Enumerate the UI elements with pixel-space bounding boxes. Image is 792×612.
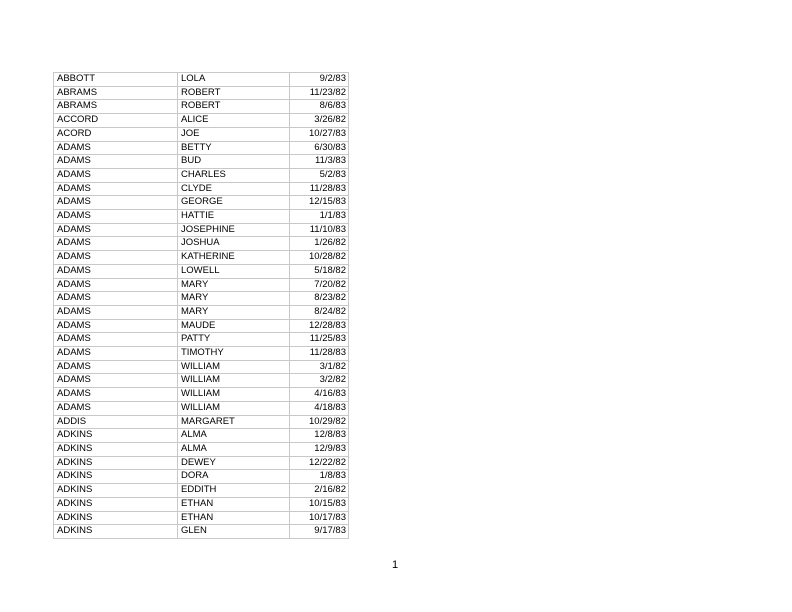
date-cell: 11/28/83	[290, 182, 349, 196]
last-name-cell: ADKINS	[54, 456, 178, 470]
first-name-cell: LOLA	[178, 73, 290, 87]
last-name-cell: ADAMS	[54, 292, 178, 306]
date-cell: 11/3/83	[290, 155, 349, 169]
date-cell: 5/18/82	[290, 264, 349, 278]
last-name-cell: ADAMS	[54, 278, 178, 292]
date-cell: 8/24/82	[290, 305, 349, 319]
date-cell: 3/26/82	[290, 114, 349, 128]
last-name-cell: ADKINS	[54, 442, 178, 456]
date-cell: 8/23/82	[290, 292, 349, 306]
table-row	[54, 415, 349, 429]
table-row	[54, 237, 349, 251]
table-row	[54, 264, 349, 278]
last-name-cell: ADAMS	[54, 237, 178, 251]
date-cell: 11/28/83	[290, 347, 349, 361]
first-name-cell: DORA	[178, 470, 290, 484]
last-name-cell: ADAMS	[54, 141, 178, 155]
date-cell: 12/9/83	[290, 442, 349, 456]
first-name-cell: LOWELL	[178, 264, 290, 278]
date-cell: 12/28/83	[290, 319, 349, 333]
last-name-cell: ADAMS	[54, 264, 178, 278]
date-cell: 10/27/83	[290, 127, 349, 141]
first-name-cell: ROBERT	[178, 100, 290, 114]
table-row	[54, 114, 349, 128]
first-name-cell: ROBERT	[178, 86, 290, 100]
last-name-cell: ADKINS	[54, 511, 178, 525]
date-cell: 9/17/83	[290, 525, 349, 539]
first-name-cell: BUD	[178, 155, 290, 169]
first-name-cell: BETTY	[178, 141, 290, 155]
first-name-cell: KATHERINE	[178, 251, 290, 265]
first-name-cell: MARGARET	[178, 415, 290, 429]
date-cell: 11/25/83	[290, 333, 349, 347]
date-cell: 2/16/82	[290, 484, 349, 498]
last-name-cell: ADAMS	[54, 401, 178, 415]
first-name-cell: ALICE	[178, 114, 290, 128]
first-name-cell: TIMOTHY	[178, 347, 290, 361]
records-table	[53, 72, 349, 539]
first-name-cell: DEWEY	[178, 456, 290, 470]
last-name-cell: ADAMS	[54, 223, 178, 237]
first-name-cell: CLYDE	[178, 182, 290, 196]
table-row	[54, 497, 349, 511]
table-row	[54, 210, 349, 224]
first-name-cell: WILLIAM	[178, 388, 290, 402]
first-name-cell: ETHAN	[178, 511, 290, 525]
first-name-cell: MARY	[178, 278, 290, 292]
table-row	[54, 484, 349, 498]
first-name-cell: MAUDE	[178, 319, 290, 333]
date-cell: 11/10/83	[290, 223, 349, 237]
first-name-cell: JOE	[178, 127, 290, 141]
last-name-cell: ADAMS	[54, 333, 178, 347]
date-cell: 9/2/83	[290, 73, 349, 87]
date-cell: 12/8/83	[290, 429, 349, 443]
date-cell: 12/22/82	[290, 456, 349, 470]
last-name-cell: ADAMS	[54, 168, 178, 182]
first-name-cell: WILLIAM	[178, 360, 290, 374]
last-name-cell: ADAMS	[54, 319, 178, 333]
table-row	[54, 196, 349, 210]
last-name-cell: ADAMS	[54, 374, 178, 388]
table-row	[54, 511, 349, 525]
date-cell: 3/2/82	[290, 374, 349, 388]
date-cell: 12/15/83	[290, 196, 349, 210]
first-name-cell: WILLIAM	[178, 374, 290, 388]
date-cell: 4/18/83	[290, 401, 349, 415]
first-name-cell: HATTIE	[178, 210, 290, 224]
table-row	[54, 374, 349, 388]
date-cell: 10/17/83	[290, 511, 349, 525]
table-row	[54, 86, 349, 100]
last-name-cell: ADAMS	[54, 305, 178, 319]
date-cell: 7/20/82	[290, 278, 349, 292]
last-name-cell: ACCORD	[54, 114, 178, 128]
table-row	[54, 470, 349, 484]
date-cell: 3/1/82	[290, 360, 349, 374]
last-name-cell: ADDIS	[54, 415, 178, 429]
page-number: 1	[391, 559, 399, 571]
table-row	[54, 168, 349, 182]
table-row	[54, 292, 349, 306]
table-row	[54, 319, 349, 333]
table-row	[54, 388, 349, 402]
table-row	[54, 141, 349, 155]
date-cell: 10/15/83	[290, 497, 349, 511]
table-row	[54, 182, 349, 196]
first-name-cell: PATTY	[178, 333, 290, 347]
last-name-cell: ADKINS	[54, 497, 178, 511]
last-name-cell: ABRAMS	[54, 86, 178, 100]
date-cell: 10/28/82	[290, 251, 349, 265]
last-name-cell: ADAMS	[54, 360, 178, 374]
date-cell: 1/26/82	[290, 237, 349, 251]
first-name-cell: GLEN	[178, 525, 290, 539]
first-name-cell: GEORGE	[178, 196, 290, 210]
date-cell: 1/1/83	[290, 210, 349, 224]
last-name-cell: ABRAMS	[54, 100, 178, 114]
table-row	[54, 127, 349, 141]
date-cell: 5/2/83	[290, 168, 349, 182]
first-name-cell: WILLIAM	[178, 401, 290, 415]
last-name-cell: ADAMS	[54, 251, 178, 265]
last-name-cell: ADAMS	[54, 182, 178, 196]
last-name-cell: ADKINS	[54, 470, 178, 484]
date-cell: 8/6/83	[290, 100, 349, 114]
table-row	[54, 100, 349, 114]
last-name-cell: ACORD	[54, 127, 178, 141]
date-cell: 10/29/82	[290, 415, 349, 429]
table-row	[54, 333, 349, 347]
first-name-cell: MARY	[178, 305, 290, 319]
table-row	[54, 155, 349, 169]
last-name-cell: ADKINS	[54, 484, 178, 498]
table-row	[54, 401, 349, 415]
table-row	[54, 305, 349, 319]
date-cell: 4/16/83	[290, 388, 349, 402]
table-row	[54, 251, 349, 265]
records-table-body	[54, 73, 349, 539]
first-name-cell: EDDITH	[178, 484, 290, 498]
last-name-cell: ADAMS	[54, 388, 178, 402]
first-name-cell: MARY	[178, 292, 290, 306]
date-cell: 1/8/83	[290, 470, 349, 484]
table-row	[54, 347, 349, 361]
table-row	[54, 73, 349, 87]
table-row	[54, 429, 349, 443]
table-row	[54, 442, 349, 456]
last-name-cell: ABBOTT	[54, 73, 178, 87]
last-name-cell: ADKINS	[54, 525, 178, 539]
last-name-cell: ADAMS	[54, 347, 178, 361]
last-name-cell: ADAMS	[54, 155, 178, 169]
last-name-cell: ADKINS	[54, 429, 178, 443]
date-cell: 11/23/82	[290, 86, 349, 100]
first-name-cell: ETHAN	[178, 497, 290, 511]
first-name-cell: JOSHUA	[178, 237, 290, 251]
last-name-cell: ADAMS	[54, 210, 178, 224]
first-name-cell: ALMA	[178, 429, 290, 443]
table-row	[54, 456, 349, 470]
first-name-cell: ALMA	[178, 442, 290, 456]
last-name-cell: ADAMS	[54, 196, 178, 210]
date-cell: 6/30/83	[290, 141, 349, 155]
table-row	[54, 525, 349, 539]
table-row	[54, 360, 349, 374]
table-row	[54, 223, 349, 237]
first-name-cell: CHARLES	[178, 168, 290, 182]
table-row	[54, 278, 349, 292]
first-name-cell: JOSEPHINE	[178, 223, 290, 237]
